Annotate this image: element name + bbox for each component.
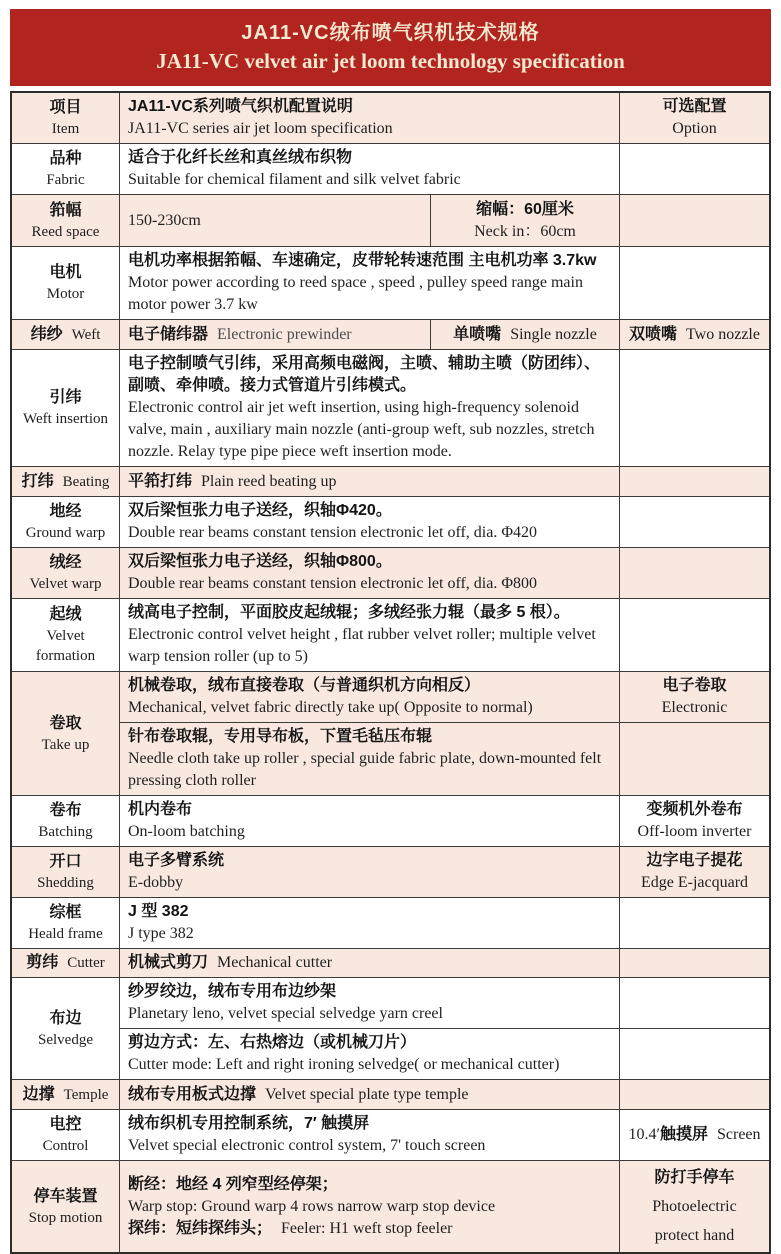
label-zh: 筘幅: [49, 201, 82, 219]
option-en: Two nozzle: [686, 325, 760, 343]
label-zh: 起绒: [49, 606, 82, 623]
spec-cell: [120, 548, 619, 598]
split-cells: [120, 195, 619, 246]
option-cell: [619, 144, 769, 194]
option-zh: 边字电子提花: [646, 852, 743, 869]
sub-row: [120, 1028, 769, 1079]
option-zh: 可选配置: [662, 98, 727, 115]
option-zh: 防打手停车: [654, 1169, 735, 1186]
sub-row: [120, 978, 769, 1028]
spec-cell: [120, 949, 619, 977]
row-shedding: [12, 846, 769, 897]
label-zh: 电控: [49, 1116, 82, 1133]
option-cell: [619, 978, 769, 1028]
spec-en: Planetary leno, velvet special selvedge yarn creel: [128, 1005, 443, 1022]
row-fabric: [12, 143, 769, 194]
title-en: JA11-VC velvet air jet loom technology specification: [156, 49, 625, 73]
neck-in-en: Neck in：60cm: [474, 222, 576, 240]
row-item-header: [12, 93, 769, 143]
option-cell: [619, 599, 769, 671]
spec-en: Double rear beams constant tension electronic let off, dia. Φ420: [128, 524, 538, 541]
title-banner: [10, 9, 771, 86]
option-zh: 双喷嘴: [629, 325, 678, 343]
row-label: [12, 467, 120, 496]
row-label: [12, 1110, 120, 1160]
label-en: Control: [42, 1138, 89, 1154]
label-zh: 综框: [49, 904, 82, 921]
label-zh: 卷取: [49, 714, 82, 732]
row-label: [12, 599, 120, 671]
label-zh: 卷布: [49, 802, 82, 819]
row-ground-warp: [12, 496, 769, 547]
option-cell: [619, 195, 769, 246]
sub-rows: [120, 672, 769, 795]
spec-zh: 机械式剪刀: [128, 954, 209, 971]
feeler-en: Feeler: H1 weft stop feeler: [281, 1219, 453, 1237]
label-en: Item: [51, 121, 80, 137]
option-cell: [619, 1110, 769, 1160]
option-cell: [619, 796, 769, 846]
row-label: [12, 548, 120, 598]
option-cell: [619, 497, 769, 547]
row-label: [12, 978, 120, 1079]
spec-zh: 适合于化纤长丝和真丝绒布织物: [128, 149, 353, 166]
spec-cell: [120, 247, 619, 319]
option-cell: [619, 1029, 769, 1079]
spec-en: Electronic control air jet weft insertion, using high-frequency solenoid valve, main , auxiliary main nozzle (anti-group weft, sub nozzles, stretch nozzle. Relay type pipe piece weft insertion mode.: [128, 399, 595, 460]
option-cell: [619, 1080, 769, 1109]
spec-zh: JA11-VC系列喷气织机配置说明: [128, 98, 353, 115]
spec-cell: [120, 1161, 619, 1252]
label-en: Stop motion: [28, 1209, 103, 1226]
option-cell: [619, 672, 769, 722]
option-zh: 电子卷取: [662, 677, 727, 694]
option-size: 10.4′: [628, 1126, 660, 1143]
option-cell: [619, 247, 769, 319]
spec-cell: [120, 723, 619, 795]
spec-cell: [120, 796, 619, 846]
label-zh: 布边: [49, 1009, 82, 1027]
row-label: [12, 1080, 120, 1109]
option-cell: [619, 320, 769, 349]
label-zh: 引纬: [49, 389, 82, 406]
single-nozzle-en: Single nozzle: [510, 325, 597, 343]
sub-row: [120, 672, 769, 722]
row-label: [12, 796, 120, 846]
option-en: protect hand: [654, 1227, 735, 1244]
row-stop-motion: [12, 1160, 769, 1252]
spec-cell: [120, 599, 619, 671]
option-zh: 触摸屏: [659, 1126, 708, 1143]
option-cell: [619, 847, 769, 897]
feeler-zh: 探纬：短纬探纬头；: [128, 1219, 273, 1237]
spec-cell: [120, 467, 619, 496]
row-label: [12, 144, 120, 194]
single-nozzle-zh: 单喷嘴: [453, 325, 502, 343]
label-en: Selvedge: [38, 1031, 93, 1048]
row-beating: [12, 466, 769, 496]
spec-zh: 绒布织机专用控制系统，7′ 触摸屏: [128, 1115, 370, 1132]
row-weft: [12, 319, 769, 349]
spec-cell: [120, 497, 619, 547]
label-zh: 地经: [49, 503, 82, 520]
spec-en: Plain reed beating up: [201, 472, 337, 490]
label-zh: 停车装置: [33, 1187, 98, 1205]
option-cell: [619, 350, 769, 466]
spec-cell: [120, 672, 619, 722]
spec-table: [10, 91, 771, 1254]
row-label: [12, 847, 120, 897]
option-cell: [619, 467, 769, 496]
spec-cell: [120, 1110, 619, 1160]
option-cell: [619, 1161, 769, 1252]
label-en: Reed space: [31, 223, 100, 240]
row-temple: [12, 1079, 769, 1109]
label-en: Fabric: [46, 172, 85, 188]
label-en: Batching: [38, 824, 93, 840]
option-zh: 变频机外卷布: [646, 801, 743, 818]
label-en: Ground warp: [25, 525, 106, 541]
spec-en: Suitable for chemical filament and silk velvet fabric: [128, 171, 461, 188]
option-en: Off-loom inverter: [637, 823, 752, 840]
label-en: Motor: [46, 286, 85, 302]
spec-en: Velvet special electronic control system, 7' touch screen: [128, 1137, 486, 1154]
option-en: Photoelectric: [652, 1198, 737, 1215]
label-en: Cutter: [67, 955, 105, 971]
spec-zh: 绒布专用板式边撑: [128, 1085, 257, 1103]
row-reed-space: [12, 194, 769, 246]
row-label: [12, 247, 120, 319]
spec-en: On-loom batching: [128, 823, 245, 840]
spec-en: E-dobby: [128, 874, 184, 891]
spec-en: J type 382: [128, 925, 194, 942]
option-cell: [619, 898, 769, 948]
spec-cell: [120, 320, 430, 349]
spec-zh: 机内卷布: [128, 801, 193, 818]
spec-zh: 电子控制喷气引纬，采用高频电磁阀，主喷、辅助主喷（防团纬）、副喷、牵伸喷。接力式管道片引纬模式。: [128, 355, 601, 394]
spec-en: JA11-VC series air jet loom specification: [128, 120, 393, 137]
warp-stop-en: Warp stop: Ground warp 4 rows narrow warp stop device: [128, 1197, 496, 1215]
row-cutter: [12, 948, 769, 977]
row-heald-frame: [12, 897, 769, 948]
label-zh: 项目: [49, 99, 82, 116]
neck-in-zh: 缩幅：60厘米: [476, 200, 574, 218]
spec-en: Electronic control velvet height , flat rubber velvet roller; multiple velvet warp tension roller (up to 5): [128, 626, 596, 665]
spec-cell: [120, 93, 619, 143]
row-control: [12, 1109, 769, 1160]
reed-space-value: 150-230cm: [128, 211, 201, 229]
sub-row: [120, 722, 769, 795]
spec-zh: 电子多臂系统: [128, 852, 225, 869]
label-en: Velvet warp: [29, 576, 102, 592]
spec-en: Velvet special plate type temple: [265, 1085, 469, 1103]
option-en: Edge E-jacquard: [640, 874, 749, 891]
label-zh: 电机: [49, 264, 82, 281]
spec-cell: [120, 898, 619, 948]
spec-zh: 机械卷取，绒布直接卷取（与普通织机方向相反）: [128, 677, 481, 694]
prewinder-zh: 电子储纬器: [128, 325, 209, 343]
label-en: Weft: [71, 326, 101, 343]
label-zh: 纬纱: [30, 325, 63, 343]
label-zh: 绒经: [49, 554, 82, 571]
option-cell: [619, 548, 769, 598]
row-label: [12, 350, 120, 466]
label-zh: 品种: [49, 150, 82, 167]
spec-cell: [120, 1029, 619, 1079]
label-en: Weft insertion: [22, 411, 109, 427]
spec-zh: 绒高电子控制，平面胶皮起绒辊；多绒经张力辊（最多 5 根）。: [128, 604, 570, 621]
spec-zh: 双后梁恒张力电子送经，织轴Φ420。: [128, 502, 392, 519]
row-weft-insertion: [12, 349, 769, 466]
spec-cell: [120, 144, 619, 194]
option-cell: [619, 93, 769, 143]
spec-zh: 针布卷取辊，专用导布板，下置毛毡压布辊: [128, 728, 433, 745]
spec-cell: [120, 978, 619, 1028]
spec-zh: J 型 382: [128, 903, 189, 920]
spec-en: Motor power according to reed space , speed , pulley speed range main motor power 3.7 kw: [128, 274, 583, 313]
warp-stop-zh: 断经：地经 4 列窄型经停架；: [128, 1175, 338, 1193]
spec-zh: 双后梁恒张力电子送经，织轴Φ800。: [128, 553, 392, 570]
spec-en: Double rear beams constant tension electronic let off, dia. Φ800: [128, 575, 538, 592]
label-zh: 打纬: [21, 472, 54, 490]
row-batching: [12, 795, 769, 846]
spec-zh: 电机功率根据筘幅、车速确定，皮带轮转速范围 主电机功率 3.7kw: [128, 252, 597, 269]
spec-cell: [430, 195, 619, 246]
label-en: Temple: [63, 1086, 109, 1103]
spec-cell: [120, 195, 430, 246]
label-en: Shedding: [37, 875, 94, 891]
spec-en: Mechanical cutter: [217, 954, 333, 971]
spec-en: Cutter mode: Left and right ironing selvedge( or mechanical cutter): [128, 1056, 560, 1073]
option-cell: [619, 949, 769, 977]
option-en: Screen: [716, 1126, 761, 1143]
row-label: [12, 195, 120, 246]
row-label: [12, 320, 120, 349]
row-motor: [12, 246, 769, 319]
split-cells: [120, 320, 619, 349]
spec-cell: [120, 350, 619, 466]
option-en: Option: [672, 120, 717, 137]
row-take-up: [12, 671, 769, 795]
spec-zh: 剪边方式：左、右热熔边（或机械刀片）: [128, 1034, 417, 1051]
spec-cell: [430, 320, 619, 349]
label-en: Velvet formation: [35, 628, 96, 664]
spec-en: Mechanical, velvet fabric directly take up( Opposite to normal): [128, 699, 533, 716]
label-en: Heald frame: [28, 926, 103, 942]
spec-cell: [120, 847, 619, 897]
label-en: Beating: [62, 473, 110, 490]
row-selvedge: [12, 977, 769, 1079]
option-cell: [619, 723, 769, 795]
row-label: [12, 497, 120, 547]
row-label: [12, 1161, 120, 1252]
spec-zh: 纱罗绞边，绒布专用布边纱架: [128, 983, 337, 1000]
row-velvet-warp: [12, 547, 769, 598]
row-label: [12, 898, 120, 948]
prewinder-en: Electronic prewinder: [217, 325, 352, 343]
sub-rows: [120, 978, 769, 1079]
label-zh: 剪纬: [26, 954, 59, 971]
row-label: [12, 949, 120, 977]
option-en: Electronic: [661, 699, 728, 716]
label-zh: 开口: [49, 853, 82, 870]
row-label: [12, 672, 120, 795]
row-label: [12, 93, 120, 143]
title-zh: JA11-VC绒布喷气织机技术规格: [241, 22, 540, 44]
row-velvet-formation: [12, 598, 769, 671]
label-en: Take up: [41, 736, 90, 753]
label-zh: 边撑: [22, 1085, 55, 1103]
spec-en: Needle cloth take up roller , special guide fabric plate, down-mounted felt pressing cloth roller: [128, 750, 602, 789]
spec-zh: 平筘打纬: [128, 472, 193, 490]
spec-cell: [120, 1080, 619, 1109]
